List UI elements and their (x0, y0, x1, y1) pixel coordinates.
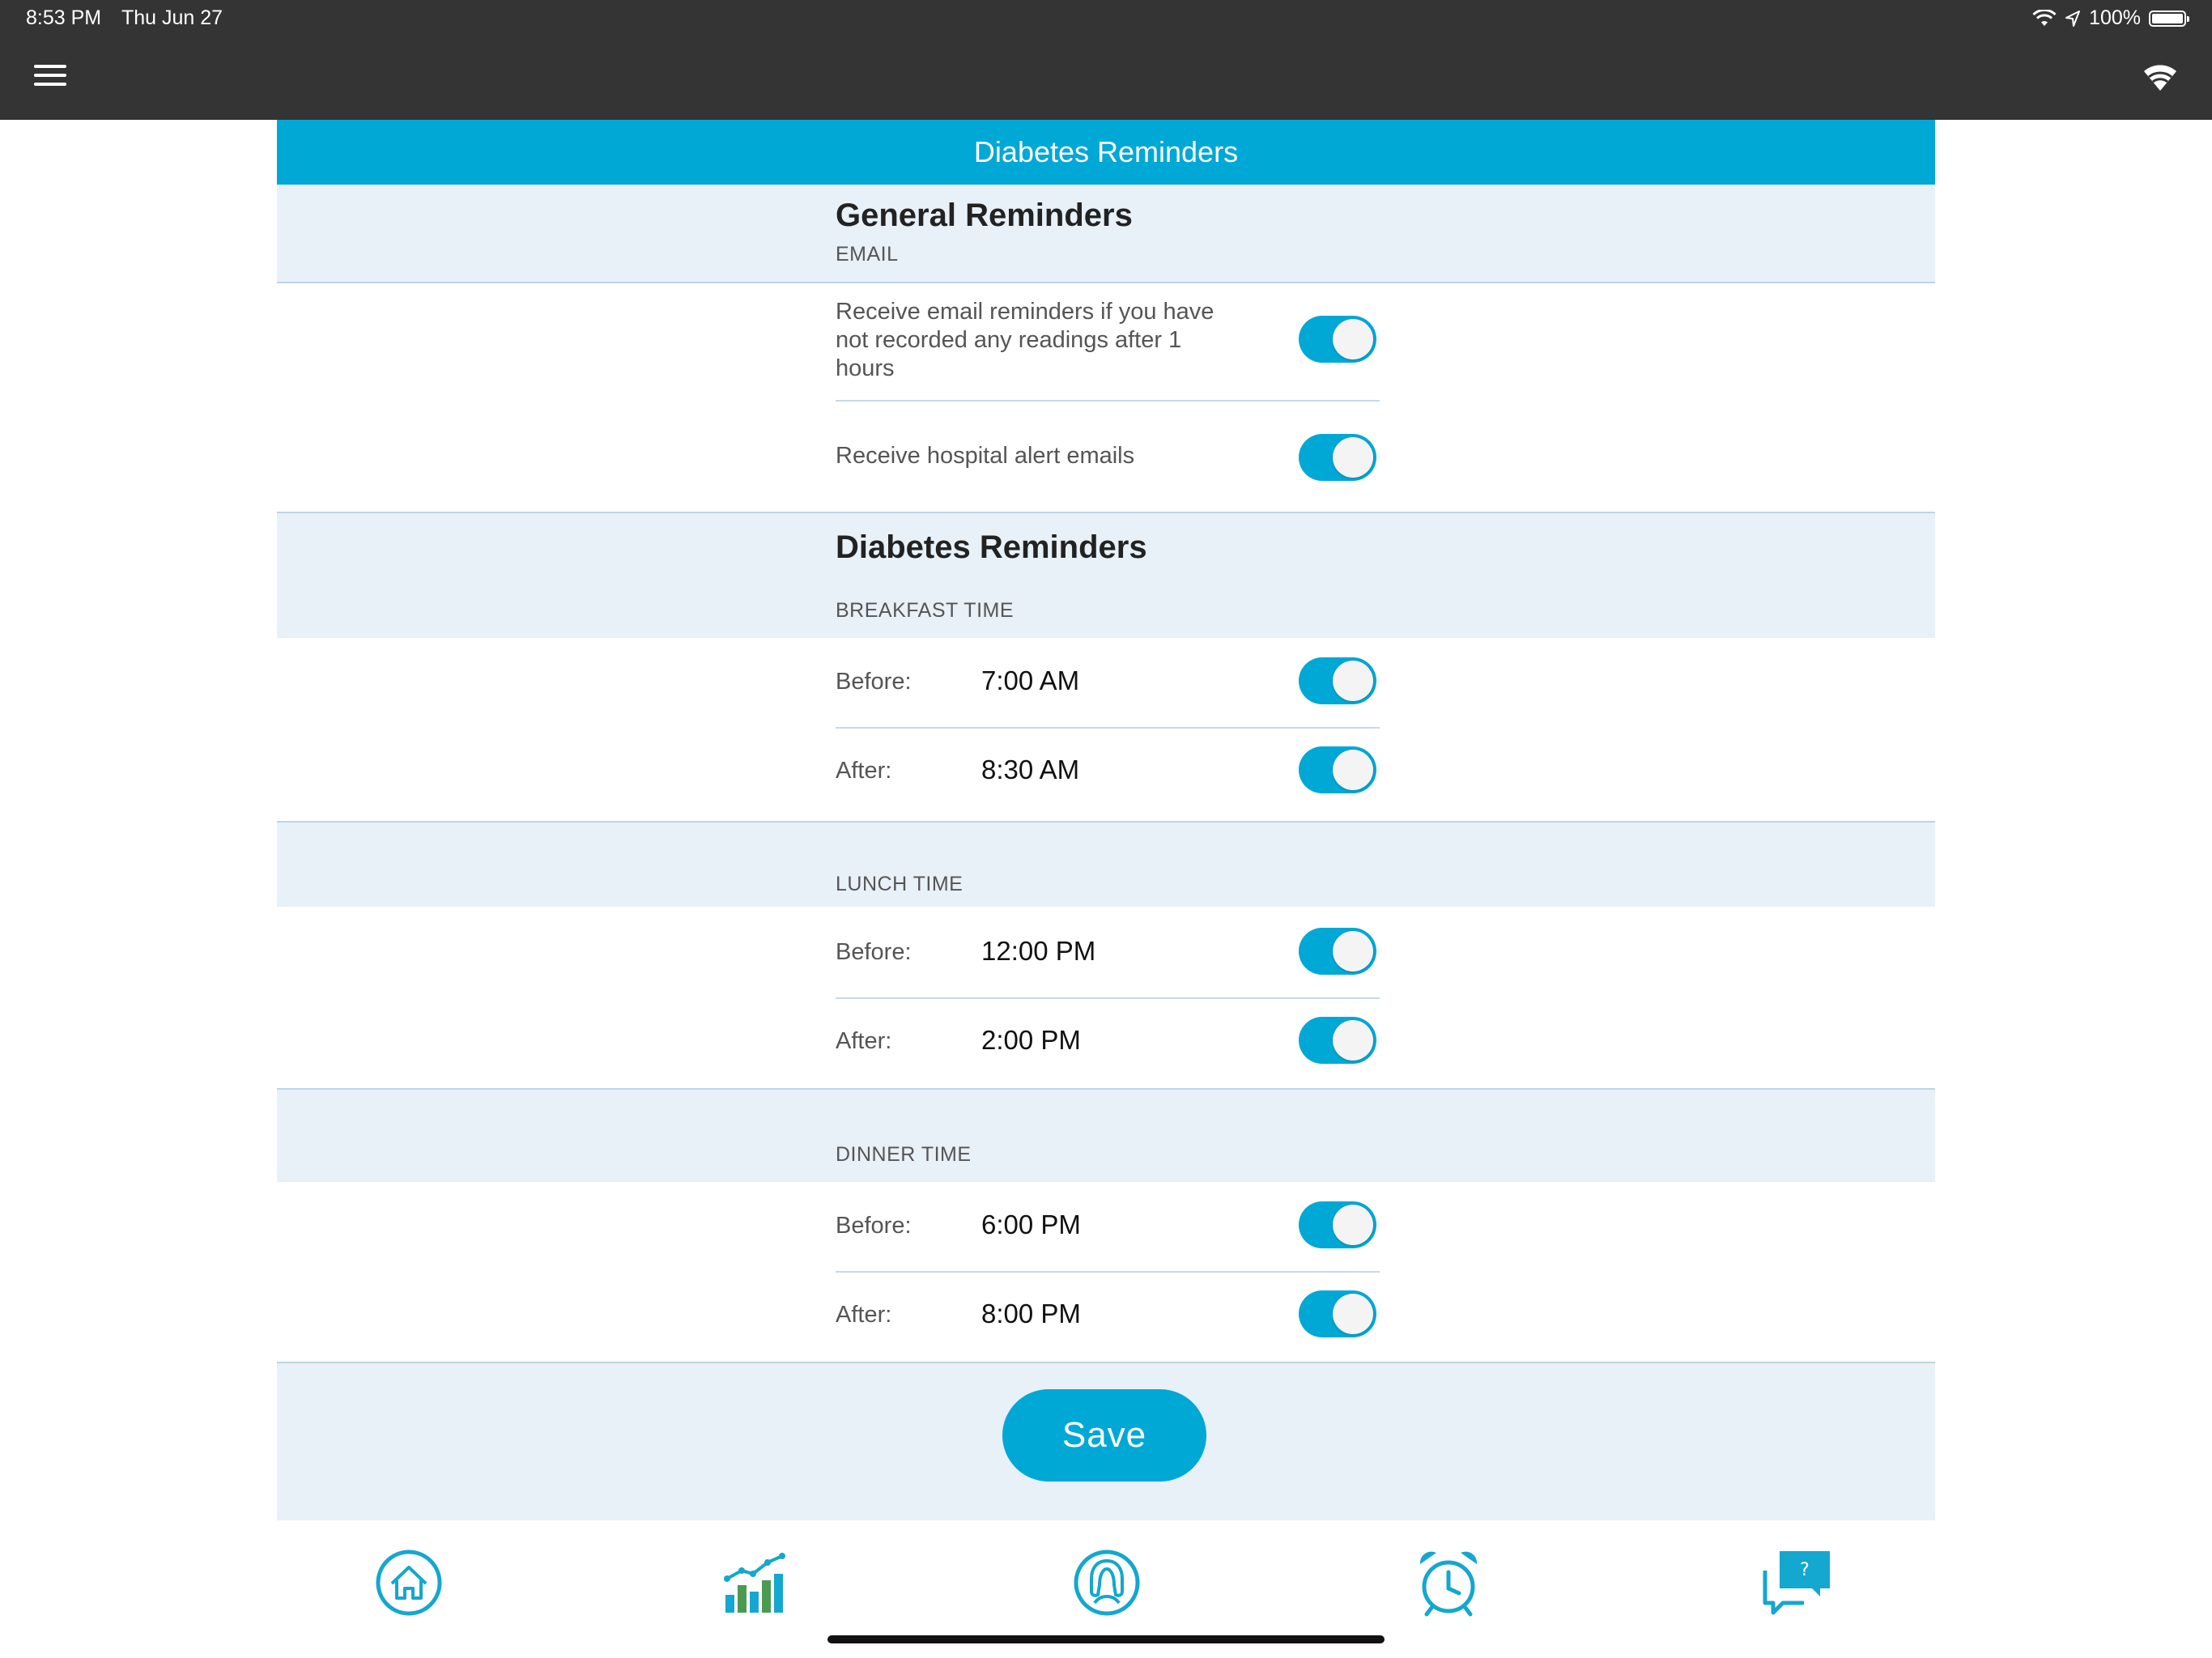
dinner-before-time[interactable]: 6:00 PM (981, 1209, 1081, 1239)
diabetes-reminders-header (277, 512, 1935, 640)
list-item (836, 1273, 1380, 1362)
alarm-clock-icon[interactable] (1412, 1546, 1485, 1619)
lunch-after-time[interactable]: 2:00 PM (981, 1025, 1081, 1055)
dinner-before-toggle[interactable] (1299, 1201, 1376, 1248)
location-arrow-icon (2065, 10, 2081, 28)
breakfast-list (277, 638, 1935, 821)
after-label: After: (836, 1028, 892, 1054)
status-indicators (2032, 6, 2186, 30)
list-item (836, 999, 1380, 1088)
before-label: Before: (836, 669, 912, 695)
diabetes-reminders-heading: Diabetes Reminders (836, 529, 1147, 565)
email-reminder-text: Receive email reminders if you have not recorded any readings after 1 hours (836, 299, 1214, 381)
list-item (836, 907, 1380, 999)
home-indicator[interactable] (827, 1635, 1385, 1643)
dinner-after-toggle[interactable] (1299, 1290, 1376, 1337)
home-icon[interactable] (372, 1546, 445, 1619)
lunch-before-toggle[interactable] (1299, 928, 1376, 975)
support-icon[interactable] (1070, 1546, 1143, 1619)
email-reminder-toggle[interactable] (1299, 316, 1376, 363)
list-item (836, 402, 1380, 512)
email-subheading: EMAIL (836, 243, 899, 266)
battery-percent: 100% (2089, 6, 2141, 29)
list-item (836, 1182, 1380, 1273)
dinner-list (277, 1182, 1935, 1362)
list-item (836, 729, 1380, 819)
lunch-before-time[interactable]: 12:00 PM (981, 936, 1096, 966)
hospital-alert-toggle[interactable] (1299, 434, 1376, 481)
menu-button[interactable] (34, 65, 66, 89)
battery-icon (2149, 11, 2186, 27)
after-label: After: (836, 758, 892, 784)
top-bar (0, 0, 2212, 120)
help-chat-icon[interactable] (1760, 1546, 1833, 1619)
dinner-after-time[interactable]: 8:00 PM (981, 1299, 1081, 1329)
breakfast-after-time[interactable]: 8:30 AM (981, 755, 1080, 784)
status-time: 8:53 PM (26, 6, 102, 29)
save-button[interactable]: Save (1002, 1389, 1206, 1482)
dinner-header (277, 1088, 1935, 1184)
breakfast-time-label: BREAKFAST TIME (836, 599, 1015, 622)
list-item (836, 638, 1380, 729)
wifi-icon[interactable] (2141, 62, 2180, 94)
status-date: Thu Jun 27 (121, 6, 223, 29)
general-reminders-list (277, 283, 1935, 512)
lunch-time-label: LUNCH TIME (836, 873, 963, 895)
question-mark-glyph: ? (1800, 1560, 1810, 1580)
hospital-alert-text: Receive hospital alert emails (836, 443, 1135, 469)
general-reminders-heading: General Reminders (836, 198, 1133, 233)
dinner-time-label: DINNER TIME (836, 1143, 972, 1166)
page-title: Diabetes Reminders (277, 120, 1935, 185)
general-reminders-header (277, 185, 1935, 283)
lunch-list (277, 907, 1935, 1088)
before-label: Before: (836, 939, 912, 965)
list-item (836, 283, 1380, 402)
chart-icon[interactable] (721, 1546, 793, 1619)
lunch-after-toggle[interactable] (1299, 1017, 1376, 1064)
breakfast-before-time[interactable]: 7:00 AM (981, 665, 1080, 695)
before-label: Before: (836, 1213, 912, 1239)
wifi-status-icon (2032, 10, 2057, 28)
lunch-header (277, 821, 1935, 908)
breakfast-before-toggle[interactable] (1299, 657, 1376, 704)
hamburger-icon (34, 65, 66, 68)
after-label: After: (836, 1302, 892, 1328)
breakfast-after-toggle[interactable] (1299, 746, 1376, 793)
